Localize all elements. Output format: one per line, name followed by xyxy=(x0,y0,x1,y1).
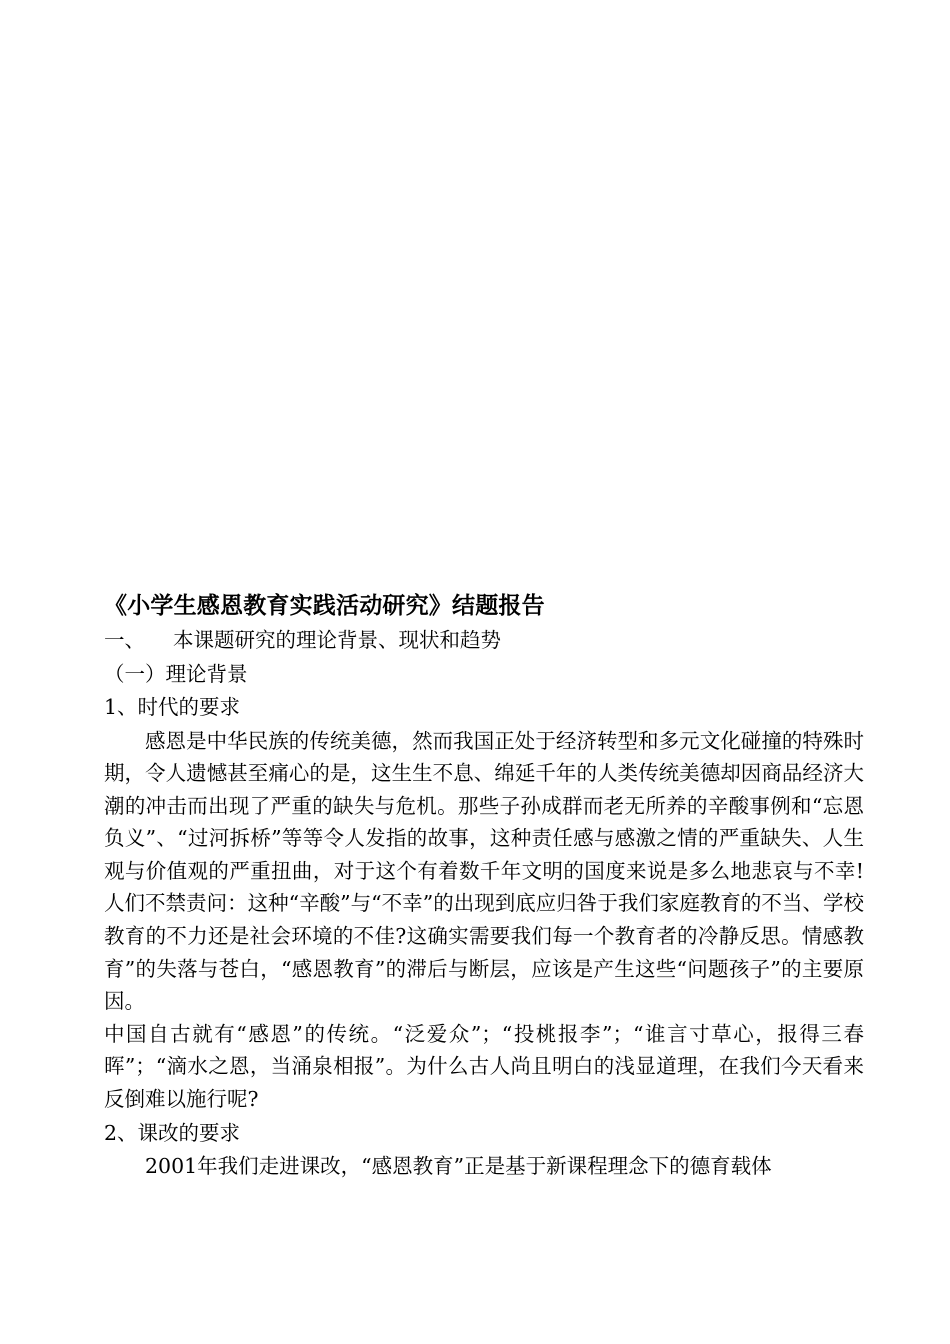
item-heading-1: 1、时代的要求 xyxy=(104,695,241,719)
section-number: 一、 xyxy=(104,628,145,652)
document-content xyxy=(104,588,864,1183)
subsection-heading: （一）理论背景 xyxy=(104,661,248,686)
body-paragraph-3: 2001年我们走进课改，“感恩教育”正是基于新课程理念下的德育载体 xyxy=(145,1154,772,1179)
section-heading xyxy=(104,624,864,658)
section-title: 本课题研究的理论背景、现状和趋势 xyxy=(173,628,501,652)
report-title: 《小学生感恩教育实践活动研究》结题报告 xyxy=(104,593,545,619)
body-paragraph-2: 中国自古就有“感恩”的传统。“泛爱众”；“投桃报李”；“谁言寸草心，报得三春晖”；“滴水之恩，当涌泉相报”。为什么古人尚且明白的浅显道理，在我们今天看来反倒难以施行呢? xyxy=(104,1021,864,1112)
item-heading-2: 2、课改的要求 xyxy=(104,1120,241,1145)
body-paragraph-1: 感恩是中华民族的传统美德，然而我国正处于经济转型和多元文化碰撞的特殊时期，令人遗憾甚至痛心的是，这生生不息、绵延千年的人类传统美德却因商品经济大潮的冲击而出现了严重的缺失与危机。那些子孙成群而老无所养的辛酸事例和“忘恩负义”、“过河拆桥”等等令人发指的故事，这种责任感与感激之情的严重缺失、人生观与价值观的严重扭曲，对于这个有着数千年文明的国度来说是多么地悲哀与不幸!人们不禁责问：这种“辛酸”与“不幸”的出现到底应归咎于我们家庭教育的不当、学校教育的不力还是社会环境的不佳?这确实需要我们每一个教育者的冷静反思。情感教育”的失落与苍白，“感恩教育”的滞后与断层，应该是产生这些“问题孩子”的主要原因。 xyxy=(104,728,864,1014)
